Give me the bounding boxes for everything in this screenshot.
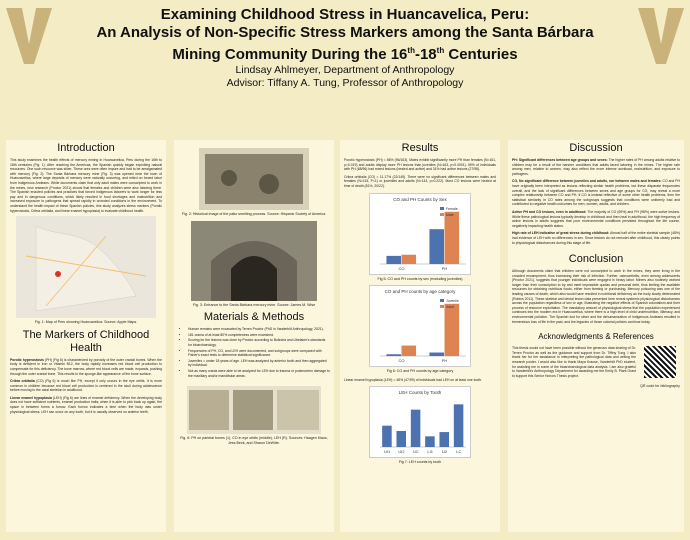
legend-label: Adult [446,305,454,310]
map-caption: Fig. 1: Map of Peru showing Huancavelica. Source: Apple Maps. [34,320,138,325]
chart-bar [454,405,464,448]
conclusion-title: Conclusion [568,253,624,266]
mine-entrance-image [191,221,317,301]
vanderbilt-v-logo-right [638,8,684,64]
x-tick-label: UI2 [398,449,405,455]
methods-item: • Scoring for the lesions was done by Proctor according to Buikstra and Ubelaker's standards for bioarchaeology. [188,338,330,347]
methods-item: • Human remains were excavated by Terren Proctor (PhD in Vanderbilt Anthropology, 2021). [188,327,330,332]
chart-bar [402,254,417,263]
legend-swatch [440,305,444,308]
legend-label: Male [446,212,454,217]
lesions-image [187,386,321,434]
fig2-caption: Fig. 2: Historical image of the patio smelting process. Source: Hispanic Society of America. [181,212,327,216]
fig6-lesions-caption: Fig. 6: PH on parietal bones (1), CO in eye orbits (middle), LEH (R). Sources: Haagen Klaus, Jess Beck, and Sharon DeWitte. [180,436,328,445]
chart-bar [396,431,406,447]
chart-bar [411,410,421,447]
author-line: Lindsay Ahlmeyer, Department of Anthropology [235,64,455,76]
fig3-caption: Fig. 3: Entrance to the Santa Bárbara mercury mine. Source: James M. Wise [192,302,316,307]
chart-bar [429,229,444,264]
legend-swatch [440,213,444,216]
legend-swatch [440,207,444,210]
chart-0-svg [370,194,470,274]
legend-swatch [440,299,444,302]
chart-bar [445,304,460,356]
methods-item: • Juveniles = under 18 years of age. LEH was analyzed by anterior tooth and then aggregated by individual. [188,359,330,368]
chart-bar [402,346,417,356]
methods-item: • Not as many crania were able to be analyzed for LEH due to trauma or postmortem damage to the maxillary and/or mandibular areas. [188,369,330,378]
x-tick-label: LC [456,449,462,455]
peru-map-image [16,216,156,318]
advisor-line: Advisor: Tiffany A. Tung, Professor of Anthropology [226,77,464,89]
discussion-p3: Active PH and CO lesions, even in adulthood: The majority of CO (69%) and PH (98%) were active lesions. While these pathological lesions typically develop in childhood and then heal in adulthood, the high frequency of active lesions in adults suggests that poor environmental conditions persisted throughout the life course, negatively impacting health status. [512,209,680,228]
x-tick-label: PH [441,265,448,271]
discussion-title: Discussion [569,142,623,154]
column-methods [174,140,334,532]
chart-co-ph-by-age [369,285,471,367]
poster-header [60,6,630,90]
x-tick-label: LI1 [427,449,433,455]
discussion-p4: High rate of LEH indicative of great stress during childhood: Almost half of the entire skeletal sample (48%) had evidence of LEH with no differences in sex. Since lesions do not remodel after childhood, this clearly points to physiological disturbances during this stage of life. [512,231,680,245]
qr-caption: QR code for bibliography [640,384,680,389]
x-tick-label: UI1 [384,449,391,455]
legend-label: Female [446,206,458,211]
x-tick-label: CO [398,265,405,271]
discussion-p1: PH: Significant differences between age groups and sexes: The higher rates of PH among adults relative to children may be a result of the harsher conditions that adults faced laboring in the mines. The higher rate among men, relative to women, may also reflect the more intense workload, malnutrition, and exposure to pathogens. [512,158,680,176]
ack-title: Acknowledgments & References [538,332,654,342]
chart-bar [386,255,401,263]
ph-paragraph: Porotic hyperostosis (PH) (Fig 6) is characterized by porosity of the outer cranial bones. When the body is deficient in iron or Vitamin B12, the body rapidly increases red blood cell production to compensate for this deficiency. The bone marrow, where red blood cells are made, expands, pushing through the outer cranial bone. This results in the sponge-like appearance of the bone surface. [10,357,162,376]
leh-paragraph: Linear enamel hypoplasia (LEH) (Fig 6) are lines of enamel deficiency. When the developing body does not have sufficient nutrients, enamel production halts; when it is able to pick back up again, the space in between forms a furrow. Each furrow indicates a time when the body was under physiological stress. LEH can occur on any tooth, but it is usually observed on anterior teeth. [10,395,162,414]
chart-leh-by-tooth [369,386,471,458]
conclusion-text: Although documents claim that children were not conscripted to work in the mines, they were living in the crowded encampment, thus increasing their risk of infection. Further, osteoarthritis, even among adolescents (Proctor 2021), suggests that younger individuals were engaged in heavy labor. Miners also routinely worked longer than their conscription to try and meet impossible quotas and personal debt, thus limiting the available resources for obtaining nutritious foods, either from farming or purchasing. Mercury poisoning was one of the leading causes of death, which also would have resulted in nutritional deficiency as the body slowly deteriorated (Robins 2011). These skeletal and dental lesion data presented here reveal systemic physiological disturbances across the population regardless of sex or age, illustrating the negative effects of Spanish colonialism and their process of resource exploitation. The mandatory amount of physiological stress that the population experienced continues into the modern era in Huancavelica, where there is a high level of child undernutrition, illiteracy, and environmental pollution. The Spanish lust for silver and the dehumanization of Indigenous Andeans resulted in tremendous loss of life in the past, and the legacies of those colonial policies continue today. [512,269,680,324]
methods-item: • Frequencies of PH, CO, and LEH were documented, and subgroups were compared with Fisher's exact tests to determine statistical significance. [188,349,330,358]
chart-title: LEH Counts by Tooth [398,390,442,396]
chart-title: CO and PH counts by age category [384,289,456,295]
legend-label: Juvenile [446,299,459,304]
vanderbilt-v-logo [6,8,52,64]
results-co-text: Cribra orbitalia (CO) = 11.17% (22/145). There were no significant differences between males and females (N=115, P=1) or juveniles and adults (N=143, p=0.222). Most CO lesions were healed at time of death (81%, 20/22). [344,174,496,188]
chart-bar [382,426,392,447]
x-tick-label: PH [441,358,448,364]
methods-item: • 181 crania of at least 80% completeness were examined. [188,333,330,338]
fig7-caption: Fig 7: LEH counts by tooth [398,460,442,465]
fig5-caption: Fig 5: CO and PH counts by sex (excluding juveniles) [377,276,463,281]
ack-text: This thesis would not have been possible without the generous data sharing of Dr. Terren Proctor as well as the guidance and support from Dr. Tiffiny Tung. I also thank her for her assistance in interpreting the pathological data and writing the research poster. I would also like to thank Maya Krause, Vanderbilt PhD student, for assisting me in some of the bioarchaeological data analysis. I am also grateful to Vanderbilt's Anthropology Department for awarding me the Emily B. Plant Grant to support this Senior Honors Thesis project. [512,346,636,378]
intro-title: Introduction [57,142,115,154]
x-tick-label: CO [398,358,405,364]
chart-title: CO and PH Counts by Sex [393,196,447,202]
markers-title: The Markers of Childhood Health [22,328,150,354]
fig6-chart-caption: Fig 6: CO and PH counts by age category [386,369,454,374]
chart-bar [429,353,444,356]
x-tick-label: LI2 [441,449,448,455]
poster-title: Examining Childhood Stress in Huancavelica, Peru: An Analysis of Non-Specific Stress Markers among the Santa Bárbara Mining Community During the 16th-18th Centuries [96,6,594,63]
intro-text: This study examines the health effects of mercury mining in Huancavelica, Peru during the 16th to 18th centuries (Fig. 1). After reaching the Americas, the Spanish quickly began exploiting natural resources. One such resource was silver. These ores were often impure and had to be amalgamated with mercury (Fig. 2). The Santa Bárbara mercury mine (Fig. 3) was opened near the town of Huancavelica, where large deposits of mercury were naturally occurring, and relied on forced labor from Indigenous Andeans. While documents claim that only adult males were conscripted to work in the mines, new research (Proctor 2021) shows that females and children were also laboring there. The Spanish enacted policies and practices that forced Indigenous laborers to work longer for less pay and in dangerous conditions, which likely resulted in food shortages and malnutrition and increased exposure to pathogens that spread rapidly in crowded conditions in the environment. To understand the health impact of these Spanish policies, this study analyzes stress markers (Porotic hyperostosis, Cribra orbitalia, and linear enamel hypoplasia) to evaluate childhood health. [10,158,162,213]
x-tick-label: UC [412,449,419,455]
results-ph-text: Porotic hyperostosis (PH) = 56% (96/163). Males exhibit significantly more PH than females (N=161, p=0.019) and adults display more PH lesions than juveniles (N=163, p<0.0001). 69% of individuals with PH (68/96) had mixed lesions (healed and active) and 31% had active lesions (27/96). [344,158,496,172]
chart-2-svg [370,387,470,457]
chart-bar [445,211,460,263]
co-paragraph: Cribra orbitalia (CO) (Fig 6) is much like PH, except it only occurs in the eye orbits. It is more common in children because red blood cell production is centered in the skull during adolescence before moving to the axial skeleton in adulthood. [10,379,162,393]
chart-bar [439,432,449,447]
patio-smelting-image [199,148,309,210]
results-leh-text: Linear enamel hypoplasia (LEH) = 48% (47/99) of individuals had LEH on at least one tooth. [344,377,483,382]
discussion-p2: CO, No significant difference between juveniles and adults, nor between males and females: CO and PH have originally been interpreted as lesions reflecting similar health problems, but these disparate frequencies overall, and the lack of significant differences between sexes and age groups for CO, may reveal a more complex relationship between CO and PH. If CO is instead reflective of some other health problems, then the statistical similarity in CO rates among the subgroups suggests that conditions were uniformly bad and contributed to negative health outcomes for men, women, adults, and children. [512,179,680,207]
qr-code-icon[interactable] [644,346,676,378]
methods-list [188,327,330,378]
column-results [340,140,500,532]
results-title: Results [401,142,439,154]
chart-co-ph-by-sex [369,193,471,275]
chart-1-svg [370,286,470,366]
column-discussion [508,140,684,532]
chart-bar [425,437,435,448]
methods-title: Materials & Methods [203,311,305,324]
column-introduction [6,140,166,532]
chart-bar [386,354,401,356]
